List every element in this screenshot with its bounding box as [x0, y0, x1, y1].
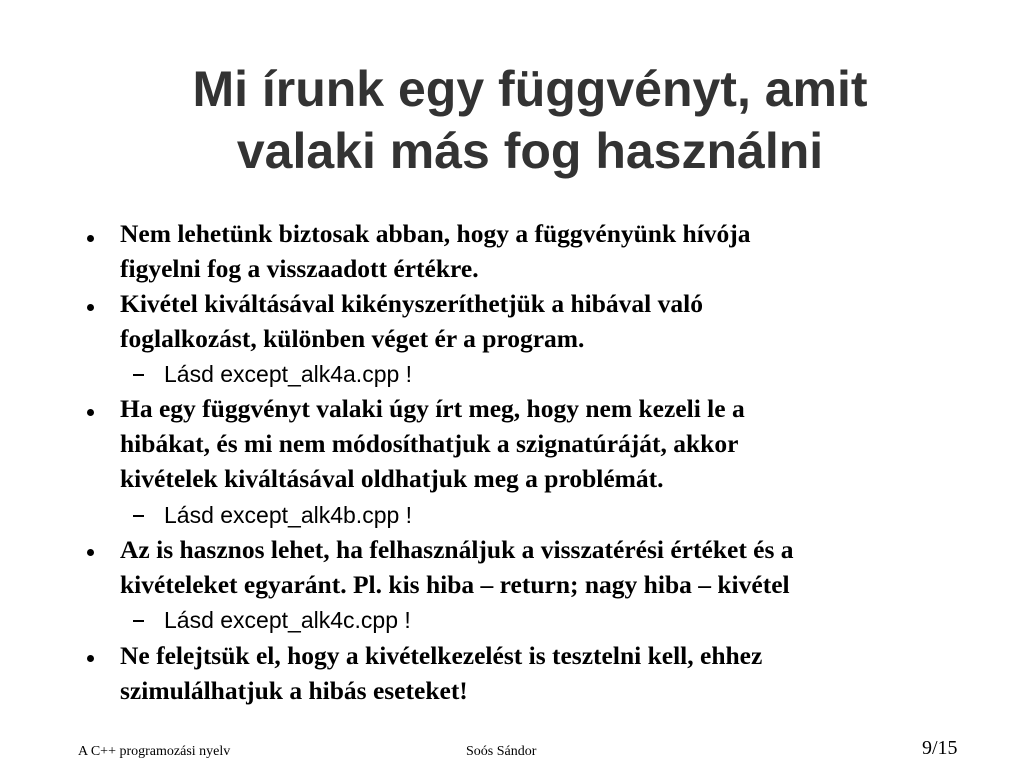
bullet-dot — [87, 549, 94, 556]
bullet-text-line: Ha egy függvényt valaki úgy írt meg, hogy nem kezeli le a — [120, 394, 745, 423]
sub-bullet-dash — [133, 515, 144, 517]
sub-bullet-dash — [133, 374, 144, 376]
bullet-text-line: hibákat, és mi nem módosíthatjuk a szignatúráját, akkor — [120, 429, 739, 458]
bullet-text-line: figyelni fog a visszaadott értékre. — [120, 254, 479, 283]
bullet-text-line: kivételeket egyaránt. Pl. kis hiba – return; nagy hiba – kivétel — [120, 570, 790, 599]
bullet-dot — [87, 409, 94, 416]
bullet-text-line: Az is hasznos lehet, ha felhasználjuk a visszatérési értéket és a — [120, 535, 794, 564]
sub-bullet-text: Lásd except_alk4c.cpp ! — [164, 607, 411, 633]
bullet-dot — [87, 235, 94, 242]
slide-title-line: valaki más fog használni — [236, 123, 824, 179]
bullet-dot — [87, 304, 94, 311]
bullet-item — [120, 391, 980, 496]
bullet-item — [120, 286, 980, 356]
bullet-text-line: foglalkozást, különben véget ér a program. — [120, 324, 585, 353]
bullet-item — [120, 532, 980, 602]
bullet-dot — [87, 655, 94, 662]
sub-bullet-text: Lásd except_alk4b.cpp ! — [164, 502, 413, 528]
page-number: 9/15 — [922, 737, 958, 759]
sub-bullet-text: Lásd except_alk4a.cpp ! — [164, 361, 413, 387]
bullet-text-line: Kivétel kiváltásával kikényszeríthetjük a hibával való — [120, 289, 703, 318]
bullet-item — [120, 216, 980, 286]
bullet-text-line: szimulálhatjuk a hibás eseteket! — [120, 676, 468, 705]
slide-title-line: Mi írunk egy függvényt, amit — [192, 61, 868, 117]
bullet-text-line: kivételek kiváltásával oldhatjuk meg a problémát. — [120, 464, 664, 493]
footer-author: Soós Sándor — [466, 744, 537, 759]
sub-bullet-dash — [133, 620, 144, 622]
bullet-item — [120, 638, 980, 708]
bullet-text-line: Ne felejtsük el, hogy a kivételkezelést is tesztelni kell, ehhez — [120, 641, 763, 670]
bullet-text-line: Nem lehetünk biztosak abban, hogy a függvényünk hívója — [120, 219, 751, 248]
footer-course-name: A C++ programozási nyelv — [78, 744, 231, 759]
